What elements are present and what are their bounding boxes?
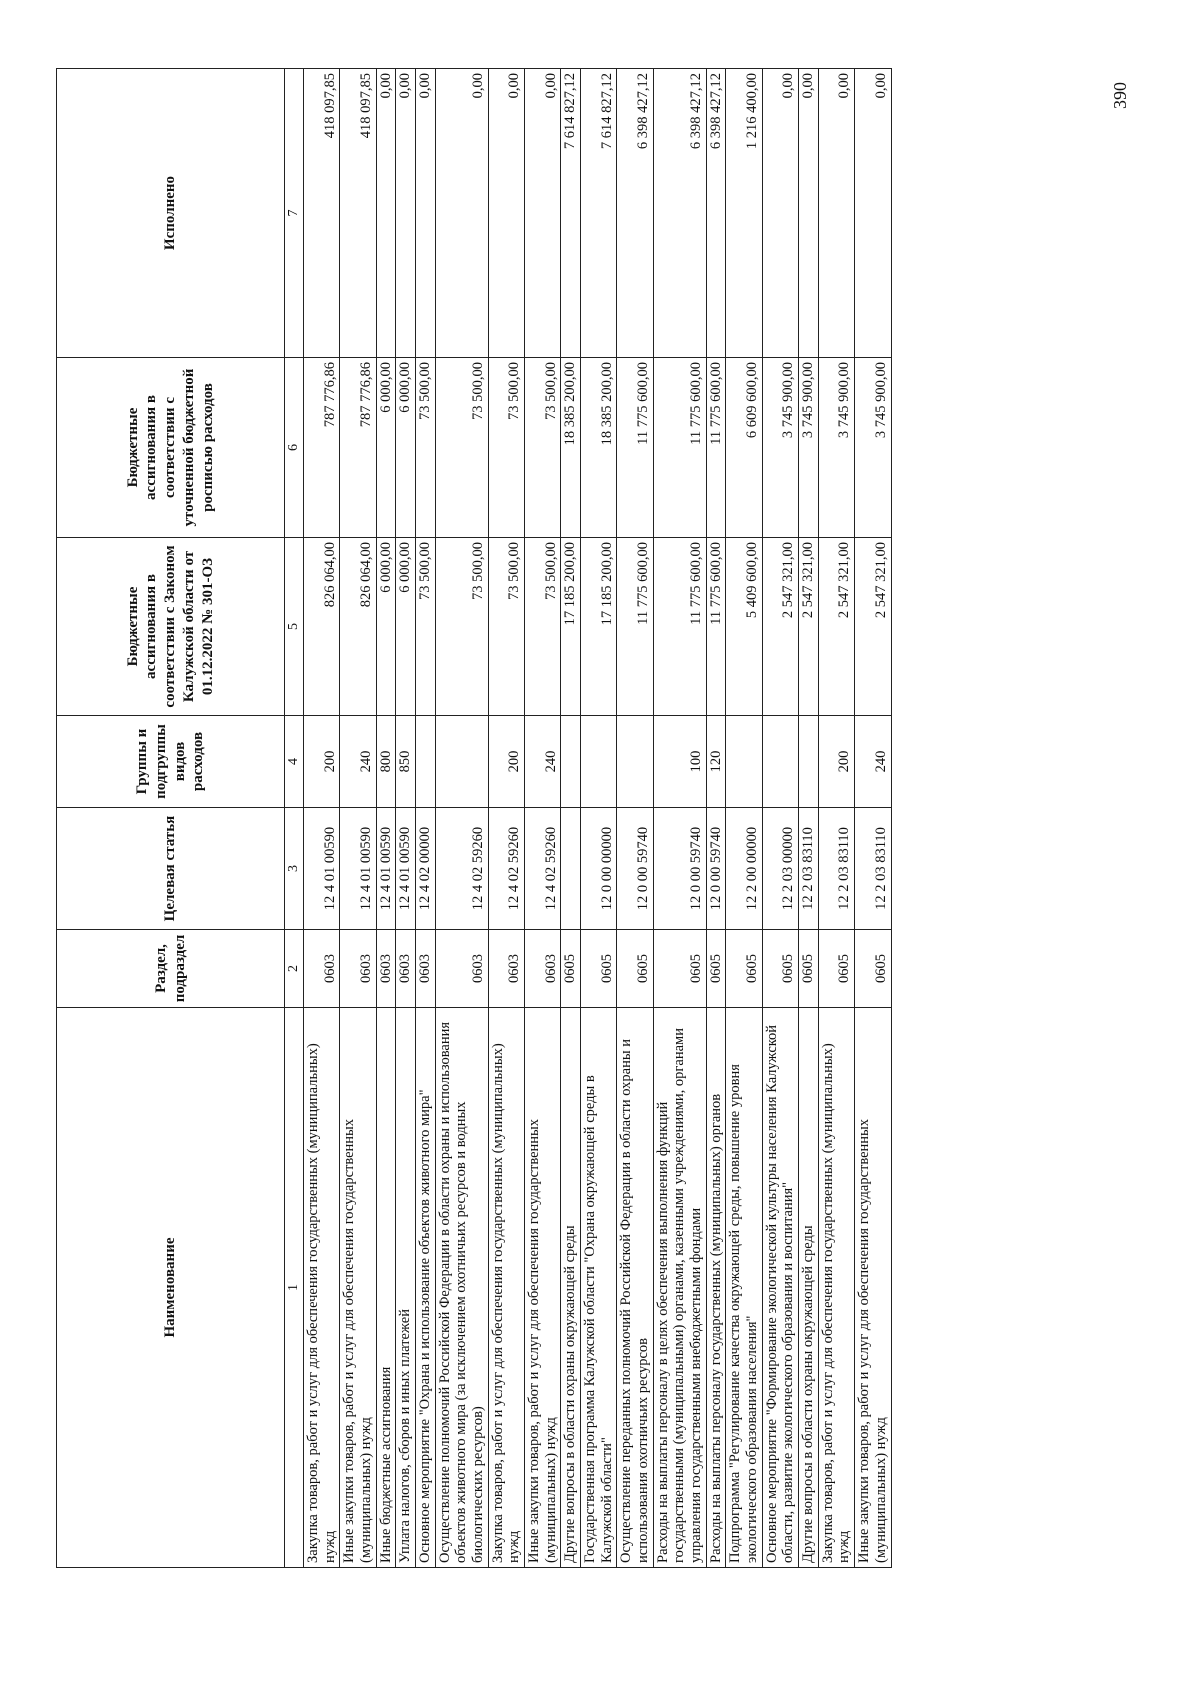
header-row [57,69,285,1568]
table-row [304,69,340,1568]
table-row [396,69,416,1568]
row-name-cell: Расходы на выплаты персоналу государственных (муниципальных) органов [706,1008,726,1568]
law-amount-cell: 826 064,00 [304,538,340,716]
section-code-cell: 0605 [561,930,581,1008]
target-article-cell: 12 2 03 83110 [818,808,854,930]
law-amount-cell: 6 000,00 [396,538,416,716]
law-amount-cell: 11 775 600,00 [706,538,726,716]
column-number: 7 [285,69,304,358]
section-code-cell: 0605 [855,930,891,1008]
executed-amount-cell: 0,00 [396,69,416,358]
row-name-cell: Расходы на выплаты персоналу в целях обеспечения выполнения функций государственными (муниципальными) органами, казенными учреждениями, органами управления государственными внебюджетными фондами [653,1008,706,1568]
table-row [561,69,581,1568]
column-number-row [285,69,304,1568]
row-name-cell: Закупка товаров, работ и услуг для обеспечения государственных (муниципальных) нужд [304,1008,340,1568]
executed-amount-cell: 0,00 [855,69,891,358]
table-body [304,69,892,1568]
refined-amount-cell: 3 745 900,00 [799,358,819,538]
executed-amount-cell: 7 614 827,12 [581,69,617,358]
target-article-cell: 12 4 02 59260 [488,808,524,930]
law-amount-cell: 73 500,00 [488,538,524,716]
column-header: Целевая статья [57,808,285,930]
table-row [818,69,854,1568]
target-article-cell: 12 4 01 00590 [376,808,396,930]
executed-amount-cell: 6 398 427,12 [706,69,726,358]
column-header: Бюджетные ассигнования в соответствии с уточненной бюджетной росписью расходов [57,358,285,538]
expense-group-cell: 240 [340,716,376,808]
executed-amount-cell: 1 216 400,00 [726,69,762,358]
executed-amount-cell: 0,00 [488,69,524,358]
column-header: Раздел, подраздел [57,930,285,1008]
expense-group-cell: 240 [525,716,561,808]
section-code-cell: 0605 [726,930,762,1008]
table-row [653,69,706,1568]
target-article-cell: 12 0 00 00000 [581,808,617,930]
refined-amount-cell: 3 745 900,00 [762,358,798,538]
law-amount-cell: 2 547 321,00 [855,538,891,716]
target-article-cell: 12 4 02 59260 [435,808,488,930]
executed-amount-cell: 0,00 [416,69,436,358]
table-row [416,69,436,1568]
expense-group-cell: 850 [396,716,416,808]
section-code-cell: 0603 [376,930,396,1008]
row-name-cell: Иные закупки товаров, работ и услуг для обеспечения государственных (муниципальных) нужд [855,1008,891,1568]
row-name-cell: Подпрограмма "Регулирование качества окружающей среды, повышение уровня экологического образования населения" [726,1008,762,1568]
expense-group-cell [416,716,436,808]
row-name-cell: Иные бюджетные ассигнования [376,1008,396,1568]
budget-table [56,68,892,1568]
target-article-cell [561,808,581,930]
column-number: 6 [285,358,304,538]
executed-amount-cell: 6 398 427,12 [653,69,706,358]
table-row [435,69,488,1568]
executed-amount-cell: 0,00 [435,69,488,358]
refined-amount-cell: 6 000,00 [396,358,416,538]
expense-group-cell [435,716,488,808]
refined-amount-cell: 73 500,00 [435,358,488,538]
law-amount-cell: 17 185 200,00 [581,538,617,716]
section-code-cell: 0605 [653,930,706,1008]
row-name-cell: Другие вопросы в области охраны окружающей среды [561,1008,581,1568]
row-name-cell: Государственная программа Калужской области "Охрана окружающей среды в Калужской области" [581,1008,617,1568]
section-code-cell: 0605 [617,930,653,1008]
law-amount-cell: 6 000,00 [376,538,396,716]
law-amount-cell: 11 775 600,00 [653,538,706,716]
target-article-cell: 12 2 00 00000 [726,808,762,930]
section-code-cell: 0603 [304,930,340,1008]
table-row [799,69,819,1568]
row-name-cell: Закупка товаров, работ и услуг для обеспечения государственных (муниципальных) нужд [488,1008,524,1568]
section-code-cell: 0605 [818,930,854,1008]
expense-group-cell [561,716,581,808]
page-number: 390 [1110,82,1130,109]
table-row [617,69,653,1568]
row-name-cell: Осуществление полномочий Российской Федерации в области охраны и использования объектов животного мира (за исключением охотничьих ресурсов и водных биологических ресурсов) [435,1008,488,1568]
expense-group-cell: 100 [653,716,706,808]
section-code-cell: 0603 [525,930,561,1008]
target-article-cell: 12 2 03 83110 [799,808,819,930]
section-code-cell: 0603 [488,930,524,1008]
table-row [706,69,726,1568]
expense-group-cell: 240 [855,716,891,808]
row-name-cell: Закупка товаров, работ и услуг для обеспечения государственных (муниципальных) нужд [818,1008,854,1568]
law-amount-cell: 2 547 321,00 [799,538,819,716]
executed-amount-cell: 6 398 427,12 [617,69,653,358]
expense-group-cell [762,716,798,808]
target-article-cell: 12 0 00 59740 [653,808,706,930]
executed-amount-cell: 0,00 [525,69,561,358]
refined-amount-cell: 18 385 200,00 [561,358,581,538]
row-name-cell: Уплата налогов, сборов и иных платежей [396,1008,416,1568]
table-row [488,69,524,1568]
law-amount-cell: 826 064,00 [340,538,376,716]
expense-group-cell: 800 [376,716,396,808]
column-header: Наименование [57,1008,285,1568]
law-amount-cell: 11 775 600,00 [617,538,653,716]
section-code-cell: 0605 [706,930,726,1008]
refined-amount-cell: 6 609 600,00 [726,358,762,538]
section-code-cell: 0605 [762,930,798,1008]
target-article-cell: 12 4 01 00590 [396,808,416,930]
section-code-cell: 0605 [581,930,617,1008]
row-name-cell: Основное мероприятие "Охрана и использование объектов животного мира" [416,1008,436,1568]
refined-amount-cell: 73 500,00 [525,358,561,538]
section-code-cell: 0603 [396,930,416,1008]
target-article-cell: 12 4 01 00590 [340,808,376,930]
section-code-cell: 0603 [435,930,488,1008]
law-amount-cell: 5 409 600,00 [726,538,762,716]
law-amount-cell: 73 500,00 [525,538,561,716]
executed-amount-cell: 418 097,85 [304,69,340,358]
column-header: Группы и подгруппы видов расходов [57,716,285,808]
column-header: Исполнено [57,69,285,358]
executed-amount-cell: 418 097,85 [340,69,376,358]
table-row [855,69,891,1568]
section-code-cell: 0603 [416,930,436,1008]
target-article-cell: 12 2 03 83110 [855,808,891,930]
executed-amount-cell: 0,00 [799,69,819,358]
row-name-cell: Иные закупки товаров, работ и услуг для обеспечения государственных (муниципальных) нужд [340,1008,376,1568]
law-amount-cell: 73 500,00 [416,538,436,716]
law-amount-cell: 2 547 321,00 [762,538,798,716]
column-header: Бюджетные ассигнования в соответствии с Законом Калужской области от 01.12.2022 № 301-ОЗ [57,538,285,716]
executed-amount-cell: 0,00 [762,69,798,358]
refined-amount-cell: 3 745 900,00 [818,358,854,538]
refined-amount-cell: 787 776,86 [304,358,340,538]
executed-amount-cell: 0,00 [376,69,396,358]
expense-group-cell: 200 [818,716,854,808]
table-row [340,69,376,1568]
refined-amount-cell: 11 775 600,00 [617,358,653,538]
section-code-cell: 0603 [340,930,376,1008]
target-article-cell: 12 2 03 00000 [762,808,798,930]
target-article-cell: 12 0 00 59740 [617,808,653,930]
table-row [376,69,396,1568]
refined-amount-cell: 11 775 600,00 [706,358,726,538]
law-amount-cell: 73 500,00 [435,538,488,716]
column-number: 1 [285,1008,304,1568]
expense-group-cell: 200 [304,716,340,808]
column-number: 4 [285,716,304,808]
row-name-cell: Иные закупки товаров, работ и услуг для обеспечения государственных (муниципальных) нужд [525,1008,561,1568]
column-number: 3 [285,808,304,930]
expense-group-cell [581,716,617,808]
expense-group-cell [726,716,762,808]
executed-amount-cell: 0,00 [818,69,854,358]
law-amount-cell: 17 185 200,00 [561,538,581,716]
expense-group-cell: 120 [706,716,726,808]
row-name-cell: Другие вопросы в области охраны окружающей среды [799,1008,819,1568]
refined-amount-cell: 11 775 600,00 [653,358,706,538]
refined-amount-cell: 73 500,00 [416,358,436,538]
refined-amount-cell: 3 745 900,00 [855,358,891,538]
expense-group-cell [799,716,819,808]
refined-amount-cell: 6 000,00 [376,358,396,538]
target-article-cell: 12 4 02 00000 [416,808,436,930]
row-name-cell: Основное мероприятие "Формирование экологической культуры населения Калужской области, развитие экологического образования и воспитания" [762,1008,798,1568]
row-name-cell: Осуществление переданных полномочий Российской Федерации в области охраны и использования охотничьих ресурсов [617,1008,653,1568]
section-code-cell: 0605 [799,930,819,1008]
refined-amount-cell: 18 385 200,00 [581,358,617,538]
table-row [726,69,762,1568]
law-amount-cell: 2 547 321,00 [818,538,854,716]
expense-group-cell: 200 [488,716,524,808]
target-article-cell: 12 0 00 59740 [706,808,726,930]
expense-group-cell [617,716,653,808]
target-article-cell: 12 4 02 59260 [525,808,561,930]
refined-amount-cell: 73 500,00 [488,358,524,538]
column-number: 5 [285,538,304,716]
target-article-cell: 12 4 01 00590 [304,808,340,930]
table-row [581,69,617,1568]
refined-amount-cell: 787 776,86 [340,358,376,538]
table-row [525,69,561,1568]
executed-amount-cell: 7 614 827,12 [561,69,581,358]
column-number: 2 [285,930,304,1008]
table-row [762,69,798,1568]
